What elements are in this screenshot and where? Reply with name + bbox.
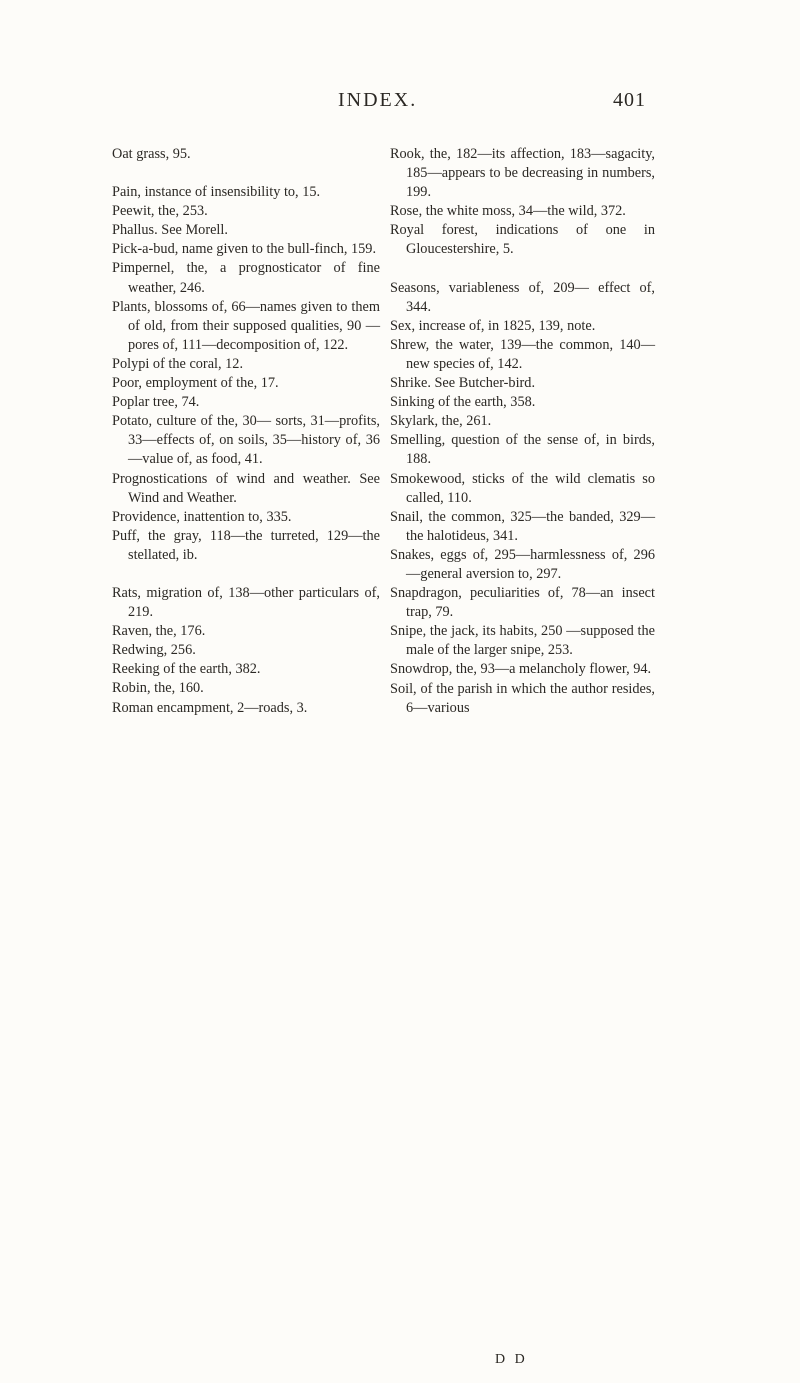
signature-mark: D D [495,1352,528,1367]
index-entry: Sex, increase of, in 1825, 139, note. [390,317,596,334]
index-entry: Poplar tree, 74. [112,394,200,411]
index-entry: Phallus. See Morell. [112,222,228,239]
index-entry: Potato, culture of the, 30— sorts, 31—profits, 33—effects of, on soils, 35—history of, 36—value of, as food, 41. [112,413,380,468]
index-entry: Peewit, the, 253. [112,203,208,220]
index-entry: Shrew, the water, 139—the common, 140—new species of, 142. [390,336,655,372]
index-entry: Royal forest, indications of one in Gloucestershire, 5. [390,222,655,258]
index-entry: Skylark, the, 261. [390,413,492,430]
index-entry: Seasons, variableness of, 209— effect of, 344. [390,279,655,315]
index-entry: Prognostications of wind and weather. See Wind and Weather. [112,470,380,506]
index-entry: Polypi of the coral, 12. [112,355,244,372]
index-entry: Snakes, eggs of, 295—harmlessness of, 296—general aversion to, 297. [390,546,655,582]
page-number: 401 [613,89,646,111]
index-entry: Providence, inattention to, 335. [112,508,292,525]
index-entry: Pick-a-bud, name given to the bull-finch, 159. [112,241,377,258]
index-entry: Reeking of the earth, 382. [112,661,261,678]
index-entry: Soil, of the parish in which the author resides, 6—various [390,680,655,716]
index-entry: Pain, instance of insensibility to, 15. [112,184,321,201]
index-entry: Puff, the gray, 118—the turreted, 129—the stellated, ib. [112,527,380,563]
index-entry: Smelling, question of the sense of, in birds, 188. [390,432,655,468]
index-entry: Plants, blossoms of, 66—names given to them of old, from their supposed qualities, 90 —pores of, 111—decomposition of, 122. [112,298,380,353]
page-title: INDEX. [338,89,418,111]
index-entry: Smokewood, sticks of the wild clematis so called, 110. [390,470,655,506]
index-entry: Pimpernel, the, a prognosticator of fine weather, 246. [112,260,380,296]
index-entry: Sinking of the earth, 358. [390,394,536,411]
index-entry: Raven, the, 176. [112,623,206,640]
index-entry: Rose, the white moss, 34—the wild, 372. [390,203,626,220]
index-entry: Rook, the, 182—its affection, 183—sagacity, 185—appears to be decreasing in numbers, 199. [390,146,655,201]
index-entry: Snapdragon, peculiarities of, 78—an insect trap, 79. [390,585,655,621]
index-entry: Snowdrop, the, 93—a melancholy flower, 94. [390,661,652,678]
index-column-right [390,145,655,718]
index-column-left [112,145,380,718]
index-entry: Poor, employment of the, 17. [112,375,279,392]
index-entry: Rats, migration of, 138—other particulars of, 219. [112,584,380,621]
index-entry: Roman encampment, 2—roads, 3. [112,699,308,716]
index-entry: Shrike. See Butcher-bird. [390,375,536,392]
index-entry: Robin, the, 160. [112,680,204,697]
index-entry: Oat grass, 95. [112,146,191,162]
index-entry: Snipe, the jack, its habits, 250 —supposed the male of the larger snipe, 253. [390,623,655,659]
index-entry: Redwing, 256. [112,642,196,659]
index-entry: Snail, the common, 325—the banded, 329—the halotideus, 341. [390,508,655,544]
